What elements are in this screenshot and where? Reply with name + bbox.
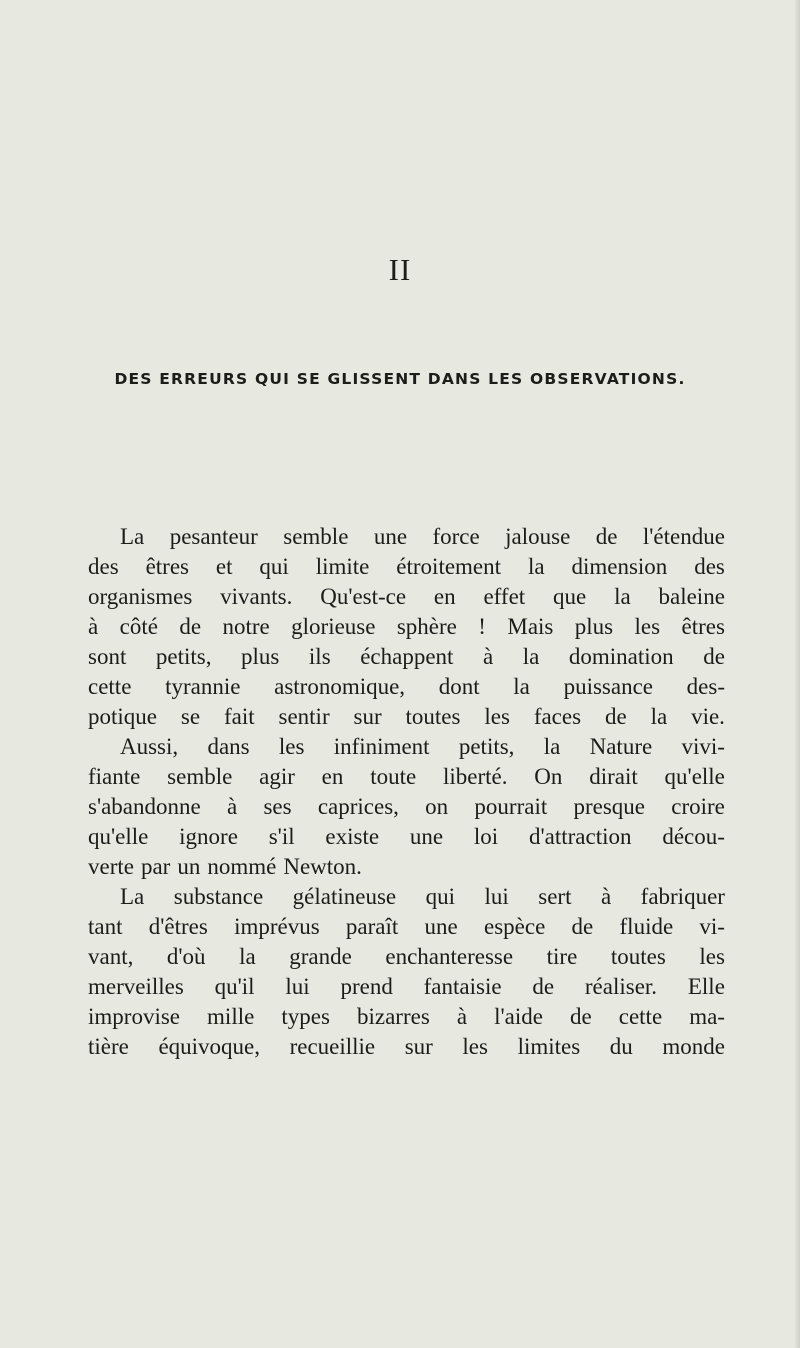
word: Nature [589,734,653,759]
word: fiante [88,764,141,789]
word: glorieuse [291,614,376,639]
text-line [88,822,725,852]
word: cette [618,1004,663,1029]
word: de [703,644,725,669]
word: des [694,554,725,579]
word: fluide [619,914,674,939]
word: presque [573,794,646,819]
word: fabriquer [640,884,725,909]
word: vant, [88,944,134,969]
text-line [88,582,725,612]
word: semble [283,524,349,549]
text-line [88,762,725,792]
word: tire [546,944,578,969]
word: tyrannie [165,674,241,699]
word: une [373,524,408,549]
word: gélatineuse [292,884,397,909]
word: dirait [589,764,638,789]
word: dont [438,674,480,699]
word: bizarres [356,1004,430,1029]
word: côté [119,614,158,639]
word: l'aide [494,1004,543,1029]
word: une [424,914,458,939]
word: s'abandonne [88,794,201,819]
word: à [226,794,238,819]
word: de [604,704,627,729]
word: faces [533,704,582,729]
word: l'étendue [642,524,725,549]
word: improvise [88,1004,180,1029]
text-line [88,672,725,702]
word: fait [223,704,255,729]
word: vi- [699,914,725,939]
word: effet [483,584,526,609]
word: sentir [278,704,330,729]
word: merveilles [88,974,184,999]
word: toutes [610,944,666,969]
word: à [88,614,99,639]
word: un [177,854,201,879]
word: en [321,764,344,789]
word: enchanteresse [385,944,514,969]
word: qui [425,884,455,909]
word: on [425,794,449,819]
word: lui [285,974,310,999]
text-line [88,522,725,552]
word: On [534,764,563,789]
word: notre [222,614,270,639]
word: plus [574,614,614,639]
word: astronomique, [274,674,406,699]
word: de [571,914,594,939]
word: recueillie [289,1034,376,1059]
text-line [88,942,725,972]
word: vie. [691,704,725,729]
chapter-number: II [388,252,412,287]
word: La [120,884,145,909]
word: sur [353,704,382,729]
word: et [215,554,233,579]
word: les [278,734,305,759]
word: caprices, [317,794,399,819]
word: les [484,704,510,729]
word: qu'elle [88,824,149,849]
word: toute [370,764,417,789]
word: s'il [268,824,295,849]
word: Mais [507,614,554,639]
word: nommé [207,854,277,879]
word: à [600,884,612,909]
word: qu'il [214,974,255,999]
word: petits, [155,644,212,669]
word: petits, [458,734,515,759]
word: prend [340,974,393,999]
word: paraît [345,914,399,939]
word: agir [259,764,295,789]
word: types [281,1004,330,1029]
word: la [527,554,545,579]
word: par [140,854,171,879]
word: étroitement [396,554,502,579]
word: existe [325,824,380,849]
word: des- [686,674,725,699]
word: monde [662,1034,725,1059]
word: grande [289,944,352,969]
text-line [88,912,725,942]
text-line [88,642,725,672]
word: domination [568,644,674,669]
word: équivoque, [158,1034,260,1059]
word: la [543,734,561,759]
word: de [595,524,618,549]
word: du [609,1034,633,1059]
word: mille [207,1004,255,1029]
word: sont [88,644,127,669]
body-text [88,522,725,1062]
word: Qu'est-ce [320,584,407,609]
word: en [433,584,456,609]
word: ma- [689,1004,725,1029]
word: tant [88,914,123,939]
chapter-title: DES ERREURS QUI SE GLISSENT DANS LES OBSERVATIONS. [114,370,686,388]
word: loi [473,824,499,849]
word: puissance [563,674,653,699]
word: êtres [681,614,725,639]
word: La [120,524,145,549]
word: imprévus [234,914,320,939]
word: pesanteur [169,524,258,549]
text-line [88,1002,725,1032]
word: les [699,944,725,969]
word: êtres [145,554,189,579]
word: toutes [405,704,461,729]
word: de [532,974,555,999]
word: réaliser. [584,974,658,999]
word: la [614,584,631,609]
word: sert [538,884,572,909]
word: échappent [360,644,454,669]
word: plus [241,644,280,669]
page-edge [794,0,800,1348]
word: sphère [396,614,457,639]
word: les [462,1034,488,1059]
word: force [432,524,480,549]
word: jalouse [505,524,571,549]
word: qui [259,554,289,579]
word: substance [173,884,264,909]
word: baleine [658,584,725,609]
word: Newton. [283,854,362,879]
word: limites [517,1034,581,1059]
word: la [522,644,540,669]
word: de [179,614,202,639]
word: ! [478,614,486,639]
word: potique [88,704,157,729]
text-line [88,552,725,582]
word: d'où [166,944,206,969]
word: espèce [484,914,546,939]
word: ils [308,644,331,669]
text-line [88,1032,725,1062]
word: ignore [179,824,238,849]
word: cette [88,674,132,699]
word: dimension [571,554,668,579]
word: Elle [687,974,725,999]
word: dans [207,734,250,759]
word: d'êtres [148,914,208,939]
word: qu'elle [664,764,725,789]
word: une [409,824,444,849]
word: décou- [662,824,725,849]
word: Aussi, [120,734,179,759]
word: d'attraction [529,824,632,849]
word: la [650,704,668,729]
word: vivants. [220,584,293,609]
word: limite [315,554,370,579]
word: vivi- [681,734,725,759]
word: de [569,1004,592,1029]
word: que [553,584,587,609]
word: croire [671,794,725,819]
word: à [482,644,494,669]
word: la [239,944,256,969]
word: fantaisie [423,974,502,999]
text-line [88,792,725,822]
word: ses [263,794,292,819]
word: les [634,614,661,639]
word: des [88,554,119,579]
word: se [180,704,201,729]
text-line [88,732,725,762]
word: infiniment [333,734,430,759]
word: la [513,674,530,699]
word: à [456,1004,468,1029]
word: verte [88,854,134,879]
text-line [88,882,725,912]
word: organismes [88,584,193,609]
word: lui [484,884,509,909]
text-line [88,702,725,732]
word: pourrait [474,794,548,819]
word: semble [167,764,233,789]
word: tière [88,1034,129,1059]
text-line [88,972,725,1002]
text-line [88,852,725,882]
word: liberté. [442,764,508,789]
text-line [88,612,725,642]
word: sur [404,1034,433,1059]
